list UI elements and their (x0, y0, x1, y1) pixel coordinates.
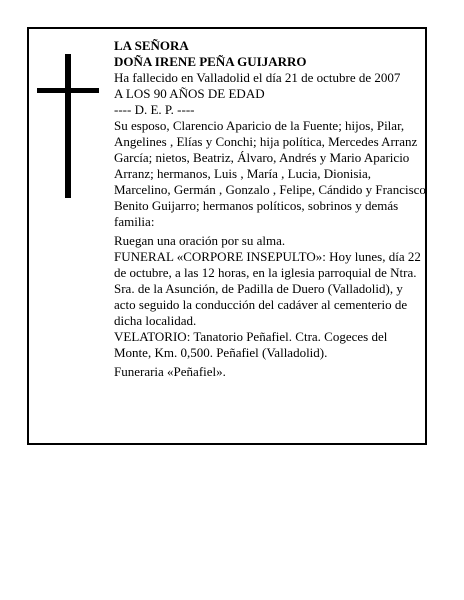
latin-cross-icon (37, 54, 99, 198)
prayer-request: Ruegan una oración por su alma. (114, 233, 286, 248)
heading-title: LA SEÑORA (114, 38, 189, 53)
funeral-home-line: Funeraria «Peñafiel». (114, 364, 226, 379)
cross-vertical-bar (65, 54, 71, 198)
deceased-name: DOÑA IRENE PEÑA GUIJARRO (114, 54, 307, 69)
age-line: A LOS 90 AÑOS DE EDAD (114, 86, 265, 101)
death-announcement: Ha fallecido en Valladolid el día 21 de octubre de 2007 (114, 70, 401, 85)
wake-paragraph: VELATORIO: Tanatorio Peñafiel. Ctra. Cogeces del Monte, Km. 0,500. Peñafiel (Valladolid). (114, 329, 388, 360)
rest-in-peace-line: ---- D. E. P. ---- (114, 102, 195, 117)
cross-horizontal-bar (37, 88, 99, 93)
funeral-paragraph: FUNERAL «CORPORE INSEPULTO»: Hoy lunes, día 22 de octubre, a las 12 horas, en la iglesia parroquial de Ntra. Sra. de la Asunción, de Padilla de Duero (Valladolid), y acto seguido la conducción del cadáver al cementerio de dicha localidad. (114, 249, 421, 328)
family-paragraph: Su esposo, Clarencio Aparicio de la Fuente; hijos, Pilar, Angelines , Elías y Conchi; hija política, Mercedes Arranz García; nietos, Beatriz, Álvaro, Andrés y Mario Aparicio Arranz; hermanos, Luis , María , Lucia, Dionisia, Marcelino, Germán , Gonzalo , Felipe, Cándido y Francisco Benito Guijarro; hermanos políticos, sobrinos y demás familia: (114, 118, 426, 229)
obituary-text (114, 38, 426, 380)
